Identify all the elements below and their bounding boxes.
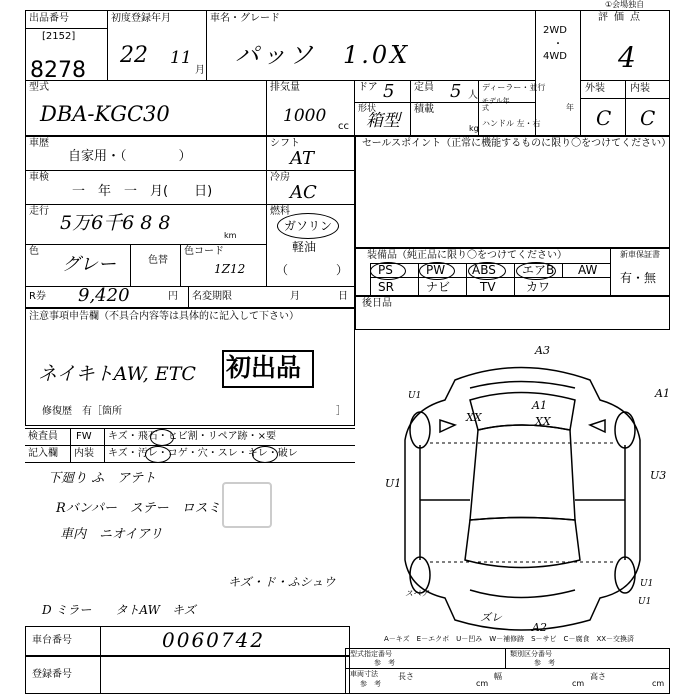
reg-frame <box>25 656 350 694</box>
shape-label: 形状 <box>358 104 377 114</box>
color-code-label: 色コード <box>184 246 224 257</box>
model-label: 型式 <box>29 82 49 93</box>
equipment-label: 装備品（純正品に限り〇をつけてください） <box>367 250 567 261</box>
interior-grade: C <box>640 106 656 130</box>
mark-u1-rear: U1 <box>640 579 654 589</box>
first-reg-month: 11 <box>170 48 192 68</box>
shift-label: シフト <box>270 138 300 149</box>
name-change-day: 日 <box>338 291 348 302</box>
inspector-row1-head: FW <box>76 431 92 442</box>
r-value: 9,420 <box>78 285 130 306</box>
model-value: DBA-KGC30 <box>40 102 170 126</box>
hand-line2: Rバンパー ステー ロスミ <box>56 501 221 516</box>
displacement-label: 排気量 <box>270 82 300 93</box>
mark-a3: A3 <box>535 344 550 357</box>
hand-line1: 下廻り ふ アテト <box>48 471 157 486</box>
class-ref: 参 考 <box>534 659 555 667</box>
mileage-label: 走行 <box>29 206 49 217</box>
score-label: 評価点 <box>598 12 646 23</box>
notes-text: ネイキトAW, ETC <box>38 363 196 385</box>
equip-navi: ナビ <box>426 280 451 294</box>
color-code-value: 1Z12 <box>214 262 246 276</box>
yen-unit: 円 <box>168 291 178 302</box>
dims-height: 高さ <box>590 672 606 681</box>
displacement-value: 1000 <box>283 106 327 126</box>
mark-zure: ズレ <box>480 611 502 624</box>
dims-length: 長さ <box>398 672 414 681</box>
mark-u3: U3 <box>650 469 667 482</box>
entry-label: 記入欄 <box>28 448 58 459</box>
km-unit: km <box>224 231 237 240</box>
capacity-label: 定員 <box>414 82 434 93</box>
color-label: 色 <box>29 246 39 257</box>
lot-label: 出品番号 <box>29 13 69 24</box>
drive-dot: ・ <box>553 39 563 50</box>
mark-a1-roof: A1 <box>532 399 547 412</box>
first-listing-stamp: 初出品 <box>226 353 302 382</box>
sales-point-label: セールスポイント（正常に機能するものに限り〇をつけてください） <box>362 138 672 149</box>
dims-width: 幅 <box>494 672 502 681</box>
equip-pw: PW <box>426 263 446 277</box>
dims-width-cm: cm <box>572 679 585 688</box>
mark-ref: 参 考 <box>374 659 395 667</box>
exterior-label: 外装 <box>585 83 605 94</box>
doors-value: 5 <box>383 81 395 102</box>
car-name: パッソ 1.0X <box>235 41 411 69</box>
lot-number: 8278 <box>30 58 86 83</box>
equip-aw: AW <box>578 263 598 277</box>
year-unit: 年 <box>566 103 574 112</box>
chassis-number: 0060742 <box>162 628 266 652</box>
warranty-label: 新車保証書 <box>620 250 660 259</box>
fuel-diesel: 軽油 <box>292 240 317 254</box>
mark-spare: スペア <box>405 589 429 598</box>
r-label: R券 <box>29 291 46 302</box>
inspector-row1-items: キズ・飛石・ヒビ割・リペア跡・×要 <box>108 431 276 442</box>
equip-leather: カワ <box>526 280 551 294</box>
drive-2wd: 2WD <box>543 25 567 36</box>
dims-label: 車両寸法 <box>350 670 378 678</box>
later-label: 後日品 <box>362 298 392 309</box>
hand-line4: キズ・ド・ふシュウ <box>228 575 336 589</box>
persons-unit: 人 <box>468 90 478 101</box>
inspector-label: 検査員 <box>28 431 58 442</box>
mark-u1-top: U1 <box>408 391 422 401</box>
ac-value: AC <box>290 182 317 203</box>
handle-label: ハンドル 左・右 <box>482 119 541 128</box>
inspector-row2-head: 内装 <box>74 448 94 459</box>
notes-label: 注意事項申告欄（不具合内容等は具体的に記入して下さい） <box>29 311 299 322</box>
month-unit: 月 <box>195 65 205 76</box>
mark-xx-right: XX <box>535 415 551 428</box>
history-label: 車歴 <box>29 138 49 149</box>
car-name-label: 車名・グレード <box>210 13 280 24</box>
first-reg-label: 初度登録年月 <box>111 13 171 24</box>
dealer-label: ディーラー・並行 <box>482 83 546 92</box>
mileage-value: 5万6千6 8 8 <box>60 212 171 234</box>
inspection-label: 車検 <box>29 172 49 183</box>
score-value: 4 <box>618 41 636 74</box>
dims-length-cm: cm <box>476 679 489 688</box>
name-change-label: 名変期限 <box>192 291 232 302</box>
shape-value: 箱型 <box>366 111 400 131</box>
mark-label: 型式指定番号 <box>350 650 392 658</box>
kg-unit: kg <box>469 124 479 133</box>
color-value: グレー <box>62 254 116 275</box>
fuel-paren: （ ） <box>276 263 349 277</box>
shift-value: AT <box>290 148 315 169</box>
exterior-grade: C <box>596 106 612 130</box>
equip-ps: PS <box>378 263 393 277</box>
cc-unit: cc <box>338 121 349 132</box>
hand-line3: 車内 ニオイアリ <box>60 527 163 542</box>
dims-height-cm: cm <box>652 679 665 688</box>
damage-legend: A－キズ E－エクボ U－凹み W－補修跡 S－サビ C－腐食 XX－交換済 <box>384 635 635 643</box>
equip-tv: TV <box>480 280 496 294</box>
mark-u1-left: U1 <box>385 477 402 490</box>
equip-abs: ABS <box>472 263 496 277</box>
doors-label: ドア <box>358 82 378 93</box>
repair-label: 修復歴 有［箇所 <box>42 406 122 417</box>
drive-4wd: 4WD <box>543 51 567 62</box>
equip-sr: SR <box>378 280 394 294</box>
top-right-note: ①会場独自 <box>605 0 645 9</box>
fuel-gas: ガソリン <box>284 219 333 233</box>
warranty-value: 有・無 <box>620 271 657 285</box>
name-change-month: 月 <box>290 291 300 302</box>
capacity-value: 5 <box>450 81 462 102</box>
dims-ref: 参 考 <box>360 680 381 688</box>
model-year-label: モデル年式 <box>482 97 510 112</box>
repair-end: ］ <box>336 406 346 417</box>
hand-line5: D ミラー タトAW キズ <box>42 603 196 617</box>
ac-label: 冷房 <box>270 172 290 183</box>
mark-a1-front: A1 <box>655 387 670 400</box>
equip-airbag: エアB <box>522 263 555 277</box>
footer-right-frame <box>345 648 670 694</box>
reg-label: 登録番号 <box>32 669 72 680</box>
inspection-value: 一 年 一 月( 日) <box>72 184 213 199</box>
fuel-label: 燃料 <box>270 206 290 217</box>
mark-xx-left: XX <box>466 411 482 424</box>
repaint-label: 色替 <box>148 255 168 266</box>
history-value: 自家用・（ ） <box>68 149 192 164</box>
mark-a2: A2 <box>532 621 547 634</box>
first-reg-year: 22 <box>120 43 148 68</box>
class-label: 類別区分番号 <box>510 650 552 658</box>
load-label: 積載 <box>414 104 434 115</box>
inspector-row2-items: キズ・汚レ・コゲ・穴・スレ・キレ・破レ <box>108 448 298 459</box>
chassis-label: 車台番号 <box>32 635 72 646</box>
mark-u1-bottom: U1 <box>638 597 652 607</box>
lot-code: [2152] <box>42 31 76 42</box>
interior-label: 内装 <box>630 83 650 94</box>
